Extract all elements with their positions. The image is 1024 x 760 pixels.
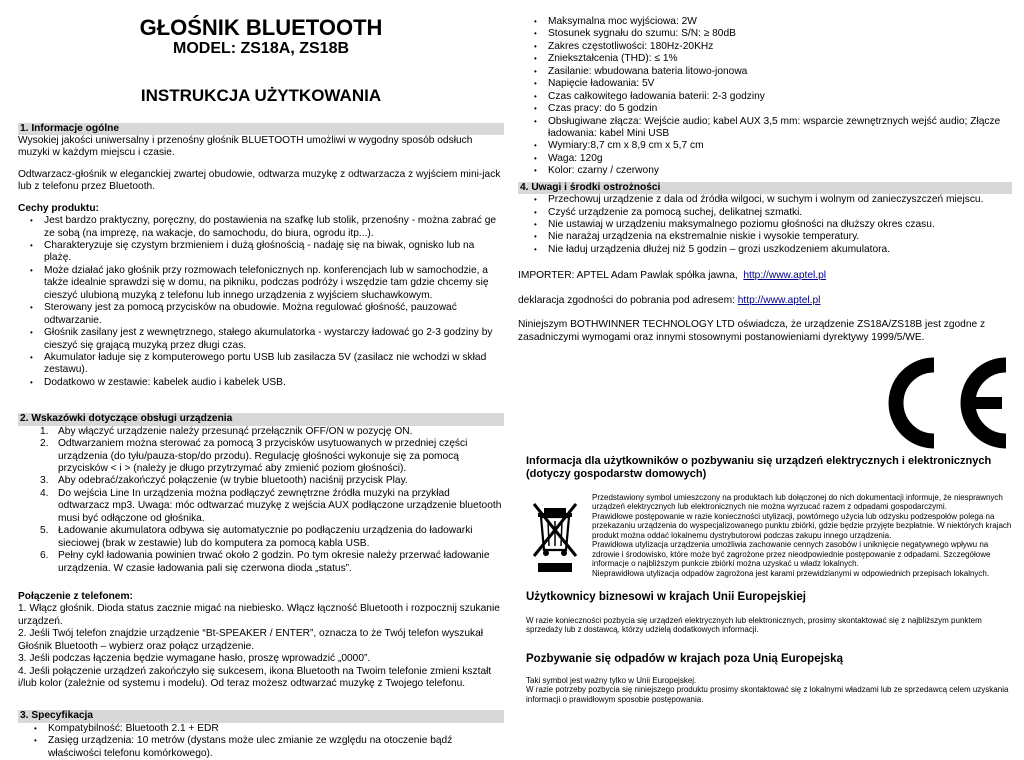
model-subtitle: MODEL: ZS18A, ZS18B	[172, 40, 350, 58]
conformity-statement: Niniejszym BOTHWINNER TECHNOLOGY LTD oświadcza, że urządzenie ZS18A/ZS18B jest zgodne z zasadniczymi wymogami oraz innymi stosownymi postanowieniami dyrektywy 1999/5/WE.	[518, 319, 986, 343]
list-item: • Waga: 120g	[518, 153, 1012, 165]
business-block	[526, 590, 1012, 635]
list-item: • Nie ładuj urządzenia dłużej niż 5 godzin – grozi uszkodzeniem akumulatora.	[518, 244, 1012, 256]
weee-paragraph: Przedstawiony symbol umieszczony na produktach lub dołączonej do nich dokumentacji informuje, że niesprawnych urządzeń elektrycznych lub elektronicznych nie można wyrzucać razem z odpadami gospodarczymi.	[592, 493, 1003, 512]
list-item: • Zasilanie: wbudowana bateria litowo-jonowa	[518, 66, 1012, 78]
list-item: 6. Pełny cykl ładowania powinien trwać około 2 godzin. Po tym okresie należy przerwać ładowanie urządzenia. W czasie ładowania pali się czerwona dioda „status”.	[40, 550, 490, 574]
list-item: • Czyść urządzenie za pomocą suchej, delikatnej szmatki.	[518, 207, 1012, 219]
weee-title-block	[526, 455, 1006, 482]
weee-text	[592, 493, 1012, 578]
list-item: • Może działać jako głośnik przy rozmowach telefonicznych np. konferencjach lub w samochodzie, a także idealnie sprawdzi się w domu, na pikniku, podczas podróży i wszędzie tam gdzie chcemy się cieszyć ulubioną muzyką z telefonu lub innego urządzenia z wyjściem słuchawkowym.	[18, 265, 504, 302]
weee-paragraph: Prawidłowe postępowanie w razie konieczności utylizacji, powtórnego użycia lub odzysku podzespołów polega na przekazaniu urządzenia do wyspecjalizowanego punktu zbiórki, gdzie będzie przyjęte bezpłatnie. W niektórych krajach produkt można oddać lokalnemu dystrybutorowi podczas zakupu innego urządzenia.	[592, 511, 1012, 540]
section3-heading: 3. Specyfikacja	[18, 710, 504, 722]
left-column	[18, 0, 504, 760]
page-title: GŁOŚNIK BLUETOOTH	[139, 15, 383, 40]
crossed-bin-icon	[530, 498, 580, 574]
section1-description: Odtwarzacz-głośnik w eleganckiej zwartej obudowie, odtwarza muzykę z odtwarzacza z wyjściem mini-jack lub z telefonu przez Bluetooth.	[18, 168, 501, 193]
section1-heading: 1. Informacje ogólne	[18, 123, 504, 135]
list-item: • Akumulator ładuje się z komputerowego portu USB lub zasilacza 5V (zasilacz nie wchodzi w skład zestawu).	[18, 352, 504, 377]
list-item: • Czas całkowitego ładowania baterii: 2-3 godziny	[518, 91, 1012, 103]
list-item: • Zasięg urządzenia: 10 metrów (dystans może ulec zmianie ze względu na otoczenie bądź właściwości telefonu komórkowego).	[18, 735, 504, 760]
declaration-line	[518, 295, 1012, 307]
list-item: 2. Odtwarzaniem można sterować za pomocą 3 przycisków usytuowanych w przedniej części urządzenia (do tyłu/pauza-stop/do przodu). Regulację głośności wykonuje się za pomocą przycisków < i > (należy je długo przytrzymać aby zmienić poziom głośności).	[40, 438, 468, 475]
list-item: • Obsługiwane złącza: Wejście audio; kabel AUX 3,5 mm: wsparcie zewnętrznych wejść audio; Złącze ładowania: kabel Mini USB	[518, 116, 1012, 141]
list-item: • Stosunek sygnału do szumu: S/N: ≥ 80dB	[518, 28, 1012, 40]
list-item: • Przechowuj urządzenie z dala od źródła wilgoci, w suchym i wolnym od zanieczyszczeń miejscu.	[518, 194, 1012, 206]
precautions-list	[518, 194, 1012, 256]
right-column	[518, 16, 1012, 344]
outside-eu-text: W razie potrzeby pozbycia się niniejszego produktu prosimy skontaktować się z lokalnymi władzami lub ze sprzedawcą celem uzyskania informacji o prawidłowym sposobie postępowania.	[526, 685, 1009, 704]
list-item: • Charakteryzuje się czystym brzmieniem i dużą głośnością - nadaję się na biwak, ognisko lub na plażę.	[18, 240, 504, 265]
outside-eu-title: Pozbywanie się odpadów w krajach poza Unią Europejską	[526, 653, 843, 665]
list-item: • Napięcie ładowania: 5V	[518, 78, 1012, 90]
business-title: Użytkownicy biznesowi w krajach Unii Europejskiej	[526, 591, 806, 603]
list-item: • Nie ustawiaj w urządzeniu maksymalnego poziomu głośności na dłuższy okres czasu.	[518, 219, 1012, 231]
importer-text: IMPORTER: APTEL Adam Pawlak spółka jawna,	[518, 270, 738, 282]
list-item: • Zniekształcenia (THD): ≤ 1%	[518, 53, 1012, 65]
list-item: 1. Aby włączyć urządzenie należy przesunąć przełącznik OFF/ON w pozycję ON.	[40, 425, 413, 437]
specs-list-right	[518, 16, 1012, 178]
features-title: Cechy produktu:	[18, 202, 99, 214]
weee-paragraph: Prawidłowa utylizacja urządzenia umożliwia zachowanie cennych zasobów i uniknięcie negatywnego wpływu na zdrowie i środowisko, które może być zagrożone przez nieodpowiednie postępowanie z odpadami. Szczegółowe informacje o najbliższym punkcie zbiórki można uzyskać u władz lokalnych.	[592, 540, 991, 569]
list-item: • Dodatkowo w zestawie: kabelek audio i kabelek USB.	[18, 377, 504, 389]
list-item: • Jest bardzo praktyczny, poręczny, do postawienia na szafkę lub stolik, przenośny - można zabrać ge ze sobą (na imprezę, na wakacje, do samochodu, do biura, ogrodu itp...).	[18, 215, 504, 240]
declaration-text: deklaracja zgodności do pobrania pod adresem:	[518, 294, 735, 306]
list-item: • Sterowany jest za pomocą przycisków na obudowie. Można regulować głośność, pauzować odtwarzanie.	[18, 302, 504, 327]
importer-line	[518, 270, 1012, 282]
declaration-link[interactable]: http://www.aptel.pl	[737, 294, 821, 306]
outside-eu-block	[526, 652, 1012, 704]
list-item: • Nie narażaj urządzenia na ekstremalnie niskie i wysokie temperatury.	[518, 231, 1012, 243]
list-item: 3. Aby odebrać/zakończyć połączenie (w trybie bluetooth) naciśnij przycisk Play.	[40, 475, 408, 487]
phone-step: 2. Jeśli Twój telefon znajdzie urządzenie “Bt-SPEAKER / ENTER”, oznacza to że Twój telefon wyszukał Głośnik Bluetooth – wybierz oraz połącz urządzenie.	[18, 628, 484, 652]
list-item: • Kompatybilność: Bluetooth 2.1 + EDR	[18, 723, 504, 735]
specs-list-left	[18, 723, 504, 760]
importer-link[interactable]: http://www.aptel.pl	[743, 270, 827, 282]
business-text: W razie konieczności pozbycia się urządzeń elektrycznych lub elektronicznych, prosimy skontaktować się z najbliższym punktem sprzedaży lub z dostawcą, którzy udzielą dodatkowych informacji.	[526, 616, 982, 635]
phone-title: Połączenie z telefonem:	[18, 590, 133, 602]
phone-step: 3. Jeśli podczas łączenia będzie wymagane hasło, proszę wprowadzić „0000”.	[18, 653, 371, 665]
instructions-list	[18, 426, 504, 575]
list-item: • Głośnik zasilany jest z wewnętrznego, stałego akumulatorka - wystarczy ładować go 2-3 godziny by cieszyć się grającą muzyką przez długi czas.	[18, 327, 504, 352]
outside-eu-text: Taki symbol jest ważny tylko w Unii Europejskej.	[526, 676, 697, 686]
list-item: • Maksymalna moc wyjściowa: 2W	[518, 16, 1012, 28]
list-item: • Zakres częstotliwości: 180Hz-20KHz	[518, 41, 1012, 53]
list-item: 5. Ładowanie akumulatora odbywa się automatycznie po podłączeniu urządzenia do ładowarki sieciowej (brak w zestawie) lub do komputera za pomocą kabla USB.	[40, 525, 473, 549]
list-item: • Wymiary:8,7 cm x 8,9 cm x 5,7 cm	[518, 140, 1012, 152]
list-item: • Czas pracy: do 5 godzin	[518, 103, 1012, 115]
weee-title: Informacja dla użytkowników o pozbywaniu się urządzeń elektrycznych i elektronicznych (dotyczy gospodarstw domowych)	[526, 455, 992, 481]
section2-heading: 2. Wskazówki dotyczące obsługi urządzenia	[18, 413, 504, 425]
section4-heading: 4. Uwagi i środki ostrożności	[518, 182, 1012, 194]
phone-step: 4. Jeśli połączenie urządzeń zakończyło się sukcesem, ikona Bluetooth na Twoim telefonie zmieni kształt i/lub kolor (zależnie od systemu i modelu). Od teraz możesz odtwarzać muzykę z Twojego telefonu.	[18, 665, 492, 690]
features-list	[18, 215, 504, 389]
list-item: 4. Do wejścia Line In urządzenia można podłączyć zewnętrzne źródła muzyki na przykład odtwarzacz mp3. Uwaga: móc odtwarzać muzykę z wejścia AUX podłączone urządzenie bluetooth musi być odłączone od głośnika.	[40, 487, 502, 524]
weee-paragraph: Nieprawidłowa utylizacja odpadów zagrożona jest karami przewidzianymi w odpowiednich przepisach lokalnych.	[592, 568, 990, 578]
phone-step: 1. Włącz głośnik. Dioda status zacznie migać na niebiesko. Włącz łączność Bluetooth i rozpocznij szukanie urządzeń.	[18, 603, 500, 627]
list-item: • Kolor: czarny / czerwony	[518, 165, 1012, 177]
ce-mark-icon	[872, 355, 1012, 451]
instructions-title: INSTRUKCJA UŻYTKOWANIA	[140, 85, 382, 105]
section1-intro: Wysokiej jakości uniwersalny i przenośny głośnik BLUETOOTH umożliwi w wygodny sposób odsłuch muzyki w każdym miejscu i czasie.	[18, 134, 473, 159]
